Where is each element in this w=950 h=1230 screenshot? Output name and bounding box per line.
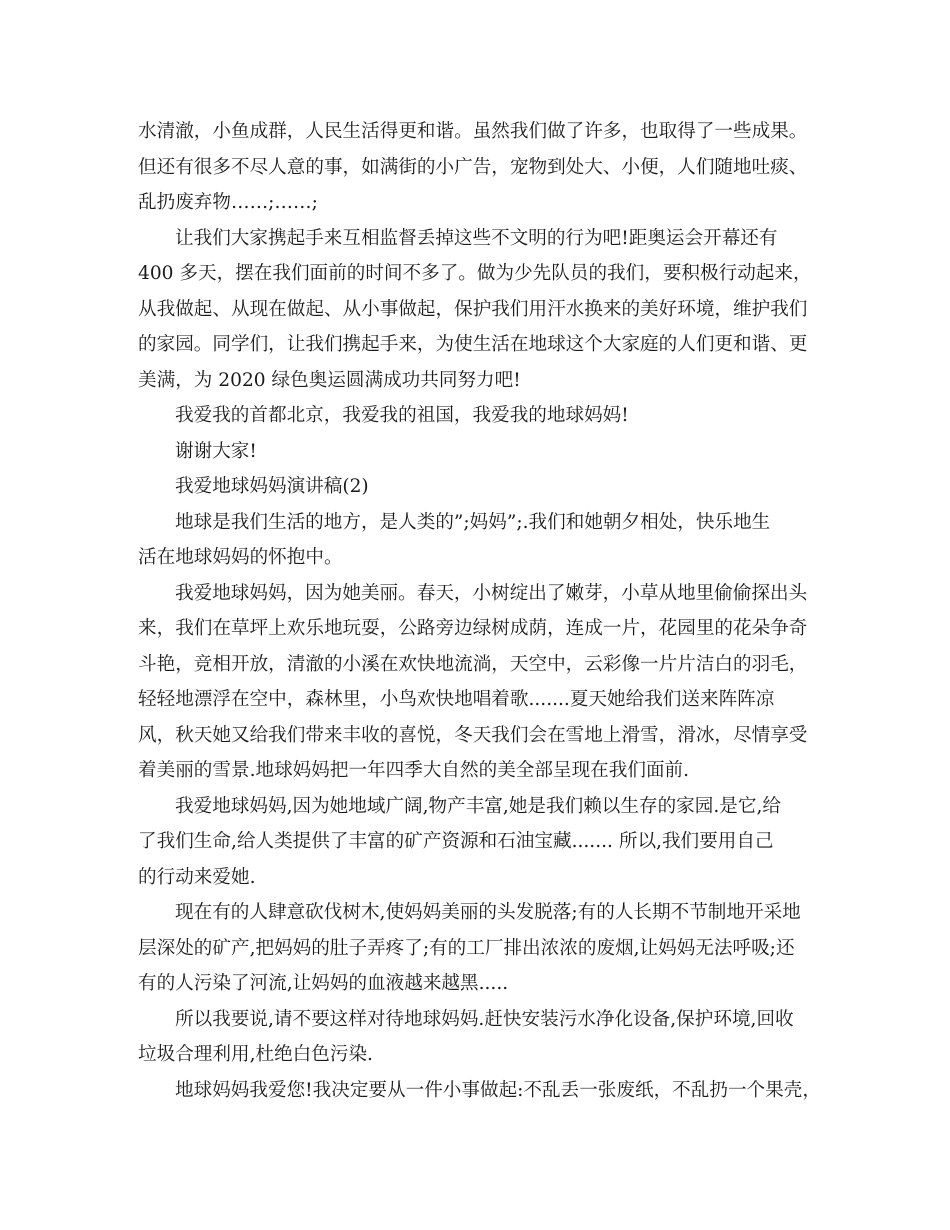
text-line: 的家园。同学们，让我们携起手来，为使生活在地球这个大家庭的人们更和谐、更 bbox=[138, 334, 808, 355]
text-line: 地球妈妈我爱您!我决定要从一件小事做起:不乱丢一张废纸，不乱扔一个果壳， bbox=[175, 1079, 821, 1101]
paragraph-promise bbox=[138, 1073, 828, 1109]
text-line: 我爱地球妈妈，因为她美丽。春天，小树绽出了嫩芽，小草从地里偷偷探出头 bbox=[175, 582, 808, 604]
text-line: 所以我要说,请不要这样对待地球妈妈.赶快安装污水净化设备,保护环境,回收 bbox=[175, 1008, 794, 1030]
text-line: 从我做起、从现在做起、从小事做起，保护我们用汗水换来的美好环境，维护我们 bbox=[138, 298, 808, 320]
text-line: 水清澈，小鱼成群，人民生活得更和谐。虽然我们做了许多，也取得了一些成果。 bbox=[138, 121, 808, 142]
text-line: 的行动来爱她. bbox=[138, 866, 256, 888]
text-line: 有的人污染了河流,让妈妈的血液越来越黑..... bbox=[138, 973, 509, 994]
text-line: 活在地球妈妈的怀抱中。 bbox=[138, 547, 343, 568]
text-line: 乱扔废弃物……;……; bbox=[138, 192, 318, 213]
text-line: 垃圾合理利用,杜绝白色污染. bbox=[138, 1044, 373, 1065]
text-line: 地球是我们生活的地方，是人类的”;妈妈”;.我们和她朝夕相处，快乐地生 bbox=[175, 511, 771, 533]
paragraph-earth-beautiful bbox=[138, 576, 828, 789]
paragraph-continued bbox=[138, 114, 828, 221]
text-line: 让我们大家携起手来互相监督丢掉这些不文明的行为吧!距奥运会开幕还有 bbox=[175, 227, 778, 249]
text-line: 风，秋天她又给我们带来丰收的喜悦，冬天我们会在雪地上滑雪，滑冰，尽情享受 bbox=[138, 724, 808, 746]
text-line: 我爱我的首都北京，我爱我的祖国，我爱我的地球妈妈! bbox=[175, 405, 629, 426]
text-line: 轻轻地漂浮在空中，森林里，小鸟欢快地唱着歌.......夏天她给我们送来阵阵凉 bbox=[138, 689, 775, 710]
paragraph-earth-harmed bbox=[138, 895, 828, 1002]
text-line: 400 多天，摆在我们面前的时间不多了。做为少先队员的我们，要积极行动起来， bbox=[138, 263, 812, 284]
paragraph-thanks bbox=[138, 434, 828, 470]
text-line: 了我们生命,给人类提供了丰富的矿产资源和石油宝藏....... 所以,我们要用自己 bbox=[138, 831, 774, 852]
document-body bbox=[138, 114, 828, 1108]
section-title: 我爱地球妈妈演讲稿(2) bbox=[175, 476, 369, 497]
paragraph-love-beijing bbox=[138, 398, 828, 434]
text-line: 现在有的人肆意砍伐树木,使妈妈美丽的头发脱落;有的人长期不节制地开采地 bbox=[175, 902, 801, 923]
paragraph-protect bbox=[138, 1002, 828, 1073]
text-line: 但还有很多不尽人意的事，如满街的小广告，宠物到处大、小便，人们随地吐痰、 bbox=[138, 156, 808, 178]
text-line: 斗艳，竞相开放，清澈的小溪在欢快地流淌，天空中，云彩像一片片洁白的羽毛， bbox=[138, 653, 808, 675]
text-line: 我爱地球妈妈,因为她地域广阔,物产丰富,她是我们赖以生存的家园.是它,给 bbox=[175, 795, 781, 817]
text-line: 着美丽的雪景.地球妈妈把一年四季大自然的美全部呈现在我们面前. bbox=[138, 760, 690, 781]
text-line: 谢谢大家! bbox=[175, 440, 257, 462]
text-line: 来，我们在草坪上欢乐地玩耍，公路旁边绿树成荫，连成一片，花园里的花朵争奇 bbox=[138, 618, 808, 639]
paragraph-olympics bbox=[138, 221, 828, 399]
text-line: 层深处的矿产,把妈妈的肚子弄疼了;有的工厂排出浓浓的废烟,让妈妈无法呼吸;还 bbox=[138, 937, 795, 959]
paragraph-earth-vast bbox=[138, 789, 828, 896]
paragraph-earth-home bbox=[138, 505, 828, 576]
text-line: 美满，为 2020 绿色奥运圆满成功共同努力吧! bbox=[138, 369, 521, 391]
